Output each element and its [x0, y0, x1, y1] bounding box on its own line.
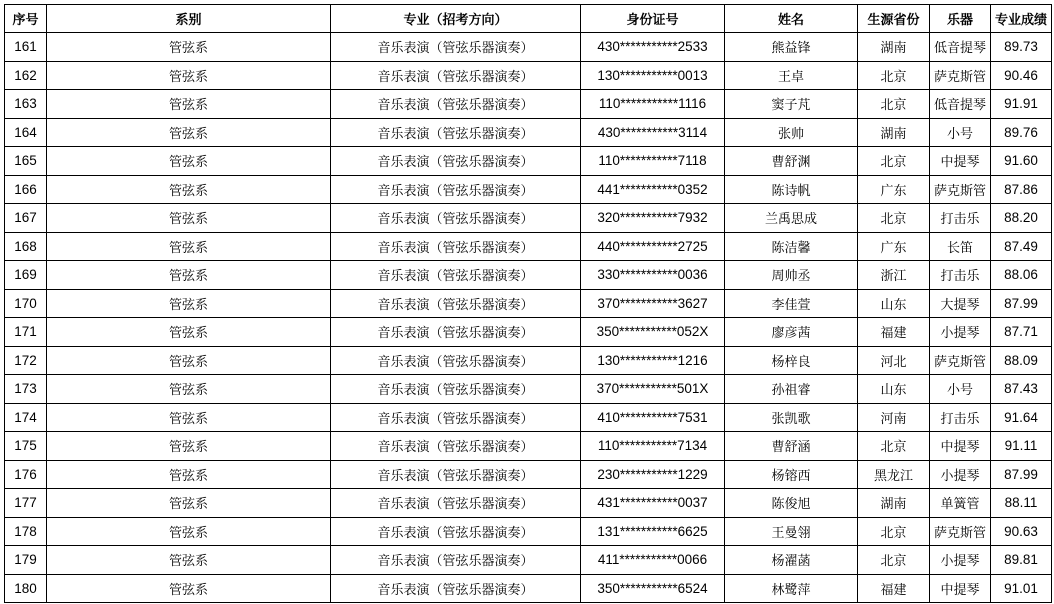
score-cell: 89.81: [991, 546, 1052, 575]
instrument-cell: 小提琴: [930, 546, 991, 575]
major-cell: 音乐表演（管弦乐器演奏）: [331, 33, 581, 62]
department-cell: 管弦系: [47, 118, 331, 147]
instrument-cell: 大提琴: [930, 289, 991, 318]
department-cell: 管弦系: [47, 432, 331, 461]
instrument-cell: 小提琴: [930, 460, 991, 489]
score-cell: 87.43: [991, 375, 1052, 404]
province-cell: 湖南: [858, 33, 930, 62]
table-row: [5, 489, 1052, 518]
major-cell: 音乐表演（管弦乐器演奏）: [331, 517, 581, 546]
score-cell: 90.63: [991, 517, 1052, 546]
table-row: [5, 517, 1052, 546]
id-number-cell: 370***********501X: [581, 375, 725, 404]
name-cell: 林鹭萍: [725, 574, 858, 603]
province-cell: 山东: [858, 289, 930, 318]
seq-cell: 161: [5, 33, 47, 62]
instrument-cell: 萨克斯管: [930, 517, 991, 546]
table-row: [5, 261, 1052, 290]
instrument-cell: 单簧管: [930, 489, 991, 518]
id-number-cell: 431***********0037: [581, 489, 725, 518]
id-number-cell: 350***********6524: [581, 574, 725, 603]
id-number-cell: 131***********6625: [581, 517, 725, 546]
department-cell: 管弦系: [47, 61, 331, 90]
seq-cell: 180: [5, 574, 47, 603]
id-number-cell: 440***********2725: [581, 232, 725, 261]
id-number-cell: 130***********0013: [581, 61, 725, 90]
score-cell: 87.99: [991, 289, 1052, 318]
name-cell: 张凯歌: [725, 403, 858, 432]
major-cell: 音乐表演（管弦乐器演奏）: [331, 546, 581, 575]
province-cell: 北京: [858, 204, 930, 233]
province-cell: 湖南: [858, 118, 930, 147]
department-cell: 管弦系: [47, 289, 331, 318]
province-cell: 福建: [858, 574, 930, 603]
seq-cell: 173: [5, 375, 47, 404]
major-cell: 音乐表演（管弦乐器演奏）: [331, 403, 581, 432]
name-cell: 李佳萱: [725, 289, 858, 318]
instrument-cell: 长笛: [930, 232, 991, 261]
province-cell: 湖南: [858, 489, 930, 518]
department-cell: 管弦系: [47, 517, 331, 546]
instrument-cell: 萨克斯管: [930, 61, 991, 90]
department-cell: 管弦系: [47, 489, 331, 518]
admission-results-table: [4, 4, 1052, 603]
score-cell: 88.11: [991, 489, 1052, 518]
province-cell: 北京: [858, 517, 930, 546]
province-cell: 北京: [858, 61, 930, 90]
province-cell: 河南: [858, 403, 930, 432]
instrument-cell: 低音提琴: [930, 90, 991, 119]
table-row: [5, 318, 1052, 347]
province-cell: 广东: [858, 232, 930, 261]
seq-cell: 166: [5, 175, 47, 204]
department-cell: 管弦系: [47, 375, 331, 404]
score-cell: 87.71: [991, 318, 1052, 347]
major-cell: 音乐表演（管弦乐器演奏）: [331, 204, 581, 233]
province-cell: 山东: [858, 375, 930, 404]
seq-cell: 169: [5, 261, 47, 290]
table-row: [5, 204, 1052, 233]
score-cell: 88.09: [991, 346, 1052, 375]
score-cell: 89.76: [991, 118, 1052, 147]
province-cell: 黑龙江: [858, 460, 930, 489]
department-cell: 管弦系: [47, 261, 331, 290]
id-number-cell: 430***********3114: [581, 118, 725, 147]
seq-cell: 168: [5, 232, 47, 261]
instrument-cell: 低音提琴: [930, 33, 991, 62]
major-cell: 音乐表演（管弦乐器演奏）: [331, 118, 581, 147]
id-number-cell: 110***********1116: [581, 90, 725, 119]
seq-cell: 179: [5, 546, 47, 575]
table-row: [5, 61, 1052, 90]
seq-cell: 167: [5, 204, 47, 233]
seq-cell: 177: [5, 489, 47, 518]
header-row: [5, 5, 1052, 33]
department-cell: 管弦系: [47, 90, 331, 119]
department-cell: 管弦系: [47, 318, 331, 347]
name-cell: 熊益锋: [725, 33, 858, 62]
name-cell: 王卓: [725, 61, 858, 90]
name-cell: 窦子芃: [725, 90, 858, 119]
department-cell: 管弦系: [47, 403, 331, 432]
department-cell: 管弦系: [47, 546, 331, 575]
score-cell: 89.73: [991, 33, 1052, 62]
seq-cell: 174: [5, 403, 47, 432]
id-number-cell: 110***********7134: [581, 432, 725, 461]
name-cell: 王曼翎: [725, 517, 858, 546]
province-cell: 北京: [858, 147, 930, 176]
table-row: [5, 546, 1052, 575]
name-cell: 杨濯菡: [725, 546, 858, 575]
score-cell: 91.64: [991, 403, 1052, 432]
score-cell: 91.91: [991, 90, 1052, 119]
table-row: [5, 574, 1052, 603]
department-cell: 管弦系: [47, 204, 331, 233]
header-name: 姓名: [725, 5, 858, 33]
seq-cell: 165: [5, 147, 47, 176]
id-number-cell: 350***********052X: [581, 318, 725, 347]
department-cell: 管弦系: [47, 232, 331, 261]
score-cell: 91.11: [991, 432, 1052, 461]
header-score: 专业成绩: [991, 5, 1052, 33]
seq-cell: 162: [5, 61, 47, 90]
instrument-cell: 中提琴: [930, 147, 991, 176]
header-department: 系别: [47, 5, 331, 33]
header-instrument: 乐器: [930, 5, 991, 33]
province-cell: 北京: [858, 546, 930, 575]
table-row: [5, 460, 1052, 489]
department-cell: 管弦系: [47, 175, 331, 204]
instrument-cell: 萨克斯管: [930, 346, 991, 375]
instrument-cell: 打击乐: [930, 403, 991, 432]
seq-cell: 171: [5, 318, 47, 347]
table-row: [5, 147, 1052, 176]
table-row: [5, 346, 1052, 375]
major-cell: 音乐表演（管弦乐器演奏）: [331, 232, 581, 261]
major-cell: 音乐表演（管弦乐器演奏）: [331, 574, 581, 603]
province-cell: 北京: [858, 90, 930, 119]
instrument-cell: 小号: [930, 375, 991, 404]
province-cell: 广东: [858, 175, 930, 204]
name-cell: 兰禹思成: [725, 204, 858, 233]
instrument-cell: 打击乐: [930, 204, 991, 233]
id-number-cell: 110***********7118: [581, 147, 725, 176]
instrument-cell: 萨克斯管: [930, 175, 991, 204]
seq-cell: 164: [5, 118, 47, 147]
name-cell: 杨镕西: [725, 460, 858, 489]
name-cell: 廖彦茜: [725, 318, 858, 347]
table-row: [5, 403, 1052, 432]
header-province: 生源省份: [858, 5, 930, 33]
score-cell: 88.20: [991, 204, 1052, 233]
score-cell: 87.49: [991, 232, 1052, 261]
score-cell: 91.60: [991, 147, 1052, 176]
instrument-cell: 打击乐: [930, 261, 991, 290]
department-cell: 管弦系: [47, 574, 331, 603]
province-cell: 浙江: [858, 261, 930, 290]
major-cell: 音乐表演（管弦乐器演奏）: [331, 61, 581, 90]
name-cell: 杨梓良: [725, 346, 858, 375]
score-cell: 88.06: [991, 261, 1052, 290]
seq-cell: 176: [5, 460, 47, 489]
table-row: [5, 232, 1052, 261]
id-number-cell: 370***********3627: [581, 289, 725, 318]
name-cell: 张帅: [725, 118, 858, 147]
score-cell: 91.01: [991, 574, 1052, 603]
major-cell: 音乐表演（管弦乐器演奏）: [331, 346, 581, 375]
id-number-cell: 230***********1229: [581, 460, 725, 489]
instrument-cell: 中提琴: [930, 432, 991, 461]
seq-cell: 170: [5, 289, 47, 318]
department-cell: 管弦系: [47, 346, 331, 375]
name-cell: 孙祖睿: [725, 375, 858, 404]
major-cell: 音乐表演（管弦乐器演奏）: [331, 289, 581, 318]
seq-cell: 178: [5, 517, 47, 546]
seq-cell: 163: [5, 90, 47, 119]
name-cell: 陈诗帆: [725, 175, 858, 204]
major-cell: 音乐表演（管弦乐器演奏）: [331, 460, 581, 489]
header-major: 专业（招考方向）: [331, 5, 581, 33]
name-cell: 陈俊旭: [725, 489, 858, 518]
department-cell: 管弦系: [47, 33, 331, 62]
table-row: [5, 33, 1052, 62]
province-cell: 北京: [858, 432, 930, 461]
header-seq: 序号: [5, 5, 47, 33]
id-number-cell: 410***********7531: [581, 403, 725, 432]
major-cell: 音乐表演（管弦乐器演奏）: [331, 432, 581, 461]
name-cell: 曹舒渊: [725, 147, 858, 176]
major-cell: 音乐表演（管弦乐器演奏）: [331, 175, 581, 204]
instrument-cell: 中提琴: [930, 574, 991, 603]
major-cell: 音乐表演（管弦乐器演奏）: [331, 261, 581, 290]
major-cell: 音乐表演（管弦乐器演奏）: [331, 489, 581, 518]
department-cell: 管弦系: [47, 147, 331, 176]
name-cell: 曹舒涵: [725, 432, 858, 461]
instrument-cell: 小提琴: [930, 318, 991, 347]
major-cell: 音乐表演（管弦乐器演奏）: [331, 375, 581, 404]
table-row: [5, 375, 1052, 404]
score-cell: 90.46: [991, 61, 1052, 90]
table-row: [5, 175, 1052, 204]
id-number-cell: 441***********0352: [581, 175, 725, 204]
seq-cell: 175: [5, 432, 47, 461]
id-number-cell: 130***********1216: [581, 346, 725, 375]
table-row: [5, 118, 1052, 147]
score-cell: 87.99: [991, 460, 1052, 489]
major-cell: 音乐表演（管弦乐器演奏）: [331, 147, 581, 176]
table-row: [5, 432, 1052, 461]
name-cell: 陈洁馨: [725, 232, 858, 261]
table-body: [5, 33, 1052, 603]
seq-cell: 172: [5, 346, 47, 375]
department-cell: 管弦系: [47, 460, 331, 489]
header-id-number: 身份证号: [581, 5, 725, 33]
table-row: [5, 90, 1052, 119]
id-number-cell: 320***********7932: [581, 204, 725, 233]
instrument-cell: 小号: [930, 118, 991, 147]
name-cell: 周帅丞: [725, 261, 858, 290]
id-number-cell: 330***********0036: [581, 261, 725, 290]
id-number-cell: 411***********0066: [581, 546, 725, 575]
major-cell: 音乐表演（管弦乐器演奏）: [331, 90, 581, 119]
major-cell: 音乐表演（管弦乐器演奏）: [331, 318, 581, 347]
province-cell: 河北: [858, 346, 930, 375]
id-number-cell: 430***********2533: [581, 33, 725, 62]
score-cell: 87.86: [991, 175, 1052, 204]
table-row: [5, 289, 1052, 318]
province-cell: 福建: [858, 318, 930, 347]
